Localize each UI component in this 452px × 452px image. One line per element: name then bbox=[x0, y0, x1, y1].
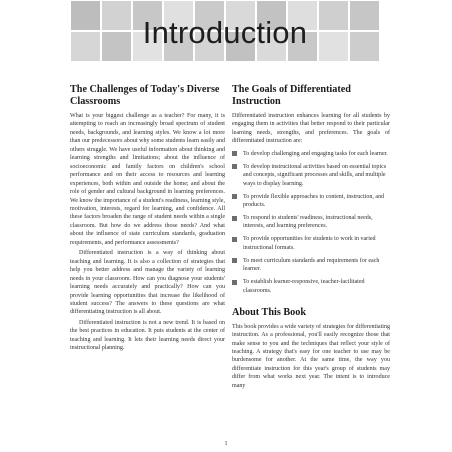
about-heading: About This Book bbox=[232, 306, 306, 318]
challenges-heading: The Challenges of Today's Diverse Classrooms bbox=[70, 84, 220, 107]
square-bullet-icon bbox=[232, 258, 237, 263]
goal-item: To respond to students' readiness, instructional needs, interests, and learning preferences. bbox=[232, 214, 390, 231]
square-bullet-icon bbox=[232, 194, 237, 199]
goal-item: To establish learner-responsive, teacher-facilitated classrooms. bbox=[232, 278, 390, 295]
goal-item: To develop instructional activities based on essential topics and concepts, significant processes and skills, and multiple ways to display learning. bbox=[232, 163, 390, 188]
goals-heading: The Goals of Differentiated Instruction bbox=[232, 84, 351, 107]
goals-intro: Differentiated instruction enhances learning for all students by engaging them in activities that better respond to their particular learning needs, strengths, and preferences. The goals of differentiated instruction are: bbox=[232, 113, 390, 145]
square-bullet-icon bbox=[232, 216, 237, 221]
square-bullet-icon bbox=[232, 280, 237, 285]
challenges-paragraph-1: What is your biggest challenge as a teacher? For many, it is attempting to reach an increasingly broad spectrum of student needs, backgrounds, and learning styles. We know a lot more than our predecessors about why some students learn easily and others struggle. We have useful information about thinking and learning strengths and limitations; about the influence of socioeconomic and family factors on children's school performance and on their access to resources and learning experiences, both within and outside the home; and about the role of gender and cultural background in learning preferences. We know the importance of a student's readiness, learning style, motivation, interests, regard for learning, and confidence. All these factors broaden the range of student needs within a single classroom. But how do we address those needs? And what about the influence of state curriculum standards, graduation requirements, and performance assessments? bbox=[70, 113, 225, 246]
page-title: Introduction bbox=[142, 15, 308, 50]
square-bullet-icon bbox=[232, 151, 237, 156]
challenges-paragraph-3: Differentiated instruction is not a new trend. It is based on the best practices in education. It puts students at the center of teaching and learning. It lets their learning needs direct your instructional planning. bbox=[70, 319, 225, 352]
goal-item: To develop challenging and engaging tasks for each learner. bbox=[232, 150, 390, 158]
right-column bbox=[232, 84, 390, 390]
left-column bbox=[70, 84, 225, 353]
about-paragraph: This book provides a wide variety of strategies for differentiating instruction. As a professional, you'll easily recognize those that make sense to you and the techniques that reflect your style of teaching. A strategy that's easy for one teacher to use may be burdensome for another. At the same time, the way you differentiate instruction for this year's group of students may differ from what works next year. The intent is to introduce many bbox=[232, 323, 390, 389]
page-number: 1 bbox=[224, 441, 228, 447]
section-spacer bbox=[232, 300, 390, 307]
challenges-paragraph-2: Differentiated instruction is a way of thinking about teaching and learning. It is also a collection of strategies that help you better address and manage the variety of learning needs in your classroom. How can you diagnose your students' learning needs accurately and practically? How can you provide learning opportunities that increase the likelihood of student success? The answers to these questions are what differentiating instruction is all about. bbox=[70, 250, 225, 316]
square-bullet-icon bbox=[232, 237, 237, 242]
goals-list bbox=[232, 150, 390, 295]
goal-item: To provide flexible approaches to content, instruction, and products. bbox=[232, 193, 390, 210]
square-bullet-icon bbox=[232, 164, 237, 169]
goal-item: To provide opportunities for students to work in varied instructional formats. bbox=[232, 235, 390, 252]
goal-item: To meet curriculum standards and requirements for each learner. bbox=[232, 257, 390, 274]
